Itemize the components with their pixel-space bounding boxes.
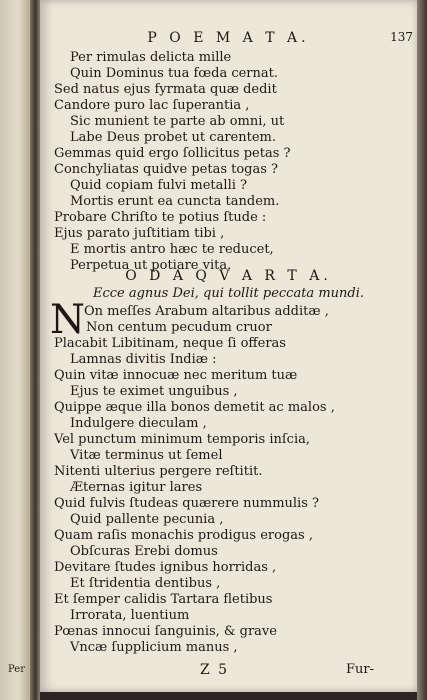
poem-line: Quam raſis monachis prodigus erogas , [54, 528, 313, 543]
catchword: Fur- [346, 662, 374, 677]
poem-line: E mortis antro hæc te reducet, [70, 242, 274, 257]
poem-line: Vel punctum minimum temporis inſcia, [54, 432, 310, 447]
poem-line: Mortis erunt ea cuncta tandem. [70, 194, 280, 209]
poem-line: On meſſes Arabum altaribus additæ , [84, 304, 329, 319]
poem-line: Placabit Libitinam, neque ſi offeras [54, 336, 286, 351]
poem-line: Pœnas innocui ſanguinis, & grave [54, 624, 277, 639]
poem-line: Vncæ ſupplicium manus , [70, 640, 238, 655]
poem-line: Quin vitæ innocuæ nec meritum tuæ [54, 368, 298, 383]
running-header [40, 30, 417, 48]
facing-page-catchword: Per [8, 664, 25, 675]
poem-line: Nitenti ulterius pergere reſtitit. [54, 464, 263, 479]
poem-line: Conchyliatas quidve petas togas ? [54, 162, 279, 177]
poem-line: Candore puro lac ſuperantia , [54, 98, 250, 113]
poem-line: Obſcuras Erebi domus [70, 544, 218, 559]
poem-line: Perpetua ut potiare vita. [70, 258, 232, 273]
poem-line: Vitæ terminus ut ſemel [70, 448, 223, 463]
poem-line: Indulgere dieculam , [70, 416, 207, 431]
poem-line: Gemmas quid ergo ſollicitus petas ? [54, 146, 291, 161]
poem-line: Irrorata, luentium [70, 608, 190, 623]
poem-line: Devitare ſtudes ignibus horridas , [54, 560, 277, 575]
poem-line: Non centum pecudum cruor [86, 320, 272, 335]
poem-line: Quid copiam fulvi metalli ? [70, 178, 247, 193]
book-gutter [30, 0, 40, 700]
poem-line: Sed natus ejus fyrmata quæ dedit [54, 82, 277, 97]
poem-line: Æternas igitur lares [70, 480, 203, 495]
poem-line: Quid fulvis ſtudeas quærere nummulis ? [54, 496, 319, 511]
running-title: P O E M A T A. [147, 30, 310, 46]
page-number: 137 [390, 30, 413, 44]
ode-epigraph: Ecce agnus Dei, qui tollit peccata mundi. [92, 286, 365, 301]
poem-line: Ejus te eximet unguibus , [70, 384, 238, 399]
poem-line: Et ſemper calidis Tartara fletibus [54, 592, 273, 607]
poem-line: Labe Deus probet ut carentem. [70, 130, 276, 145]
poem-line: Quid pallente pecunia , [70, 512, 224, 527]
poem-line: Et ſtridentia dentibus , [70, 576, 221, 591]
poem-line: Ejus parato juſtitiam tibi , [54, 226, 225, 241]
poem-line: Sic munient te parte ab omni, ut [70, 114, 285, 129]
drop-cap: N [50, 297, 85, 343]
book-page [40, 0, 417, 692]
poem-line: Probare Chriſto te potius ſtude : [54, 210, 267, 225]
poem-line: Per rimulas delicta mille [70, 50, 232, 65]
signature-mark: Z 5 [200, 662, 230, 678]
poem-line: Quippe æque illa bonos demetit ac malos , [54, 400, 335, 415]
facing-page-edge [0, 0, 30, 700]
poem-line: Lamnas divitis Indiæ : [70, 352, 217, 367]
poem-line: Quin Dominus tua fœda cernat. [70, 66, 278, 81]
ode-title: O D A Q V A R T A. [125, 268, 332, 284]
page-edge-shadow [417, 0, 427, 700]
